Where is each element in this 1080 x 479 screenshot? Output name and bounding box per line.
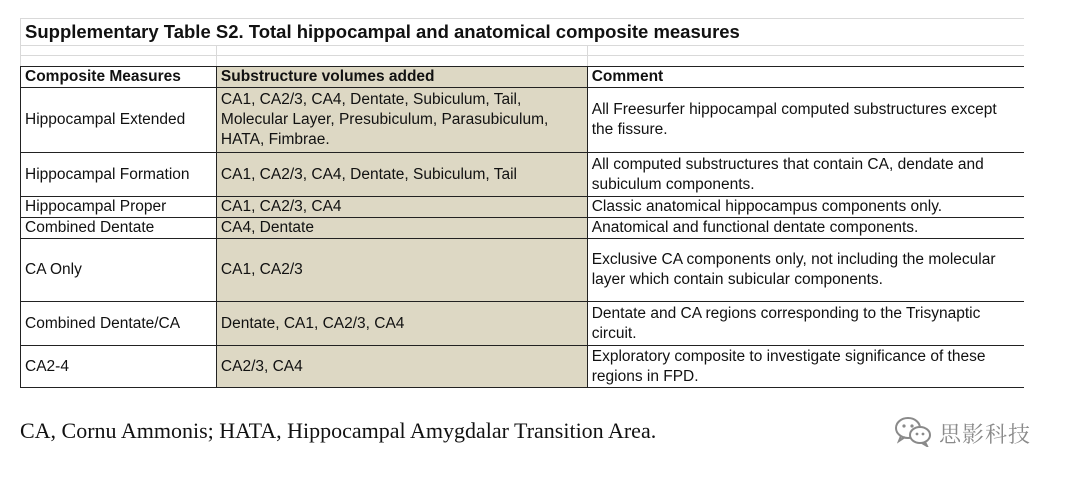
table-row [21, 218, 1025, 239]
composite-measure-cell: Hippocampal Extended [21, 88, 217, 153]
substructures-cell: CA1, CA2/3 [216, 239, 587, 302]
wechat-icon [893, 415, 933, 452]
spreadsheet-area [20, 18, 1024, 386]
column-header: Substructure volumes added [216, 67, 587, 88]
grid-line [20, 55, 1024, 56]
comment-cell: Dentate and CA regions corresponding to the Trisynaptic circuit. [587, 302, 1024, 346]
comment-cell: Classic anatomical hippocampus components only. [587, 197, 1024, 218]
column-header: Comment [587, 67, 1024, 88]
table-row [21, 302, 1025, 346]
grid-line [216, 45, 217, 66]
table-row [21, 153, 1025, 197]
composite-measure-cell: Hippocampal Formation [21, 153, 217, 197]
composite-measure-cell: CA2-4 [21, 346, 217, 388]
title-row [20, 18, 1024, 45]
table-row [21, 88, 1025, 153]
comment-cell: All Freesurfer hippocampal computed substructures except the fissure. [587, 88, 1024, 153]
table-footnote: CA, Cornu Ammonis; HATA, Hippocampal Amygdalar Transition Area. [20, 418, 657, 443]
table-header-row [21, 67, 1025, 88]
watermark-text: 思影科技 [939, 422, 1032, 448]
comment-cell: Exploratory composite to investigate significance of these regions in FPD. [587, 346, 1024, 388]
composite-measure-cell: Combined Dentate [21, 218, 217, 239]
table-title: Supplementary Table S2. Total hippocampal and anatomical composite measures [25, 21, 740, 42]
substructures-cell: CA1, CA2/3, CA4, Dentate, Subiculum, Tail, Molecular Layer, Presubiculum, Parasubiculum, HATA, Fimbrae. [216, 88, 587, 153]
substructures-cell: Dentate, CA1, CA2/3, CA4 [216, 302, 587, 346]
grid-line [20, 45, 1024, 46]
comment-cell: Exclusive CA components only, not including the molecular layer which contain subicular components. [587, 239, 1024, 302]
watermark [893, 416, 1031, 450]
grid-line [587, 45, 588, 66]
table-row [21, 239, 1025, 302]
substructures-cell: CA4, Dentate [216, 218, 587, 239]
comment-cell: Anatomical and functional dentate components. [587, 218, 1024, 239]
composite-measure-cell: Combined Dentate/CA [21, 302, 217, 346]
substructures-cell: CA2/3, CA4 [216, 346, 587, 388]
table-row [21, 346, 1025, 388]
composite-measure-cell: CA Only [21, 239, 217, 302]
substructures-cell: CA1, CA2/3, CA4, Dentate, Subiculum, Tail [216, 153, 587, 197]
composite-measures-table [20, 66, 1024, 388]
column-header: Composite Measures [21, 67, 217, 88]
table-row [21, 197, 1025, 218]
substructures-cell: CA1, CA2/3, CA4 [216, 197, 587, 218]
composite-measure-cell: Hippocampal Proper [21, 197, 217, 218]
comment-cell: All computed substructures that contain CA, dendate and subiculum components. [587, 153, 1024, 197]
